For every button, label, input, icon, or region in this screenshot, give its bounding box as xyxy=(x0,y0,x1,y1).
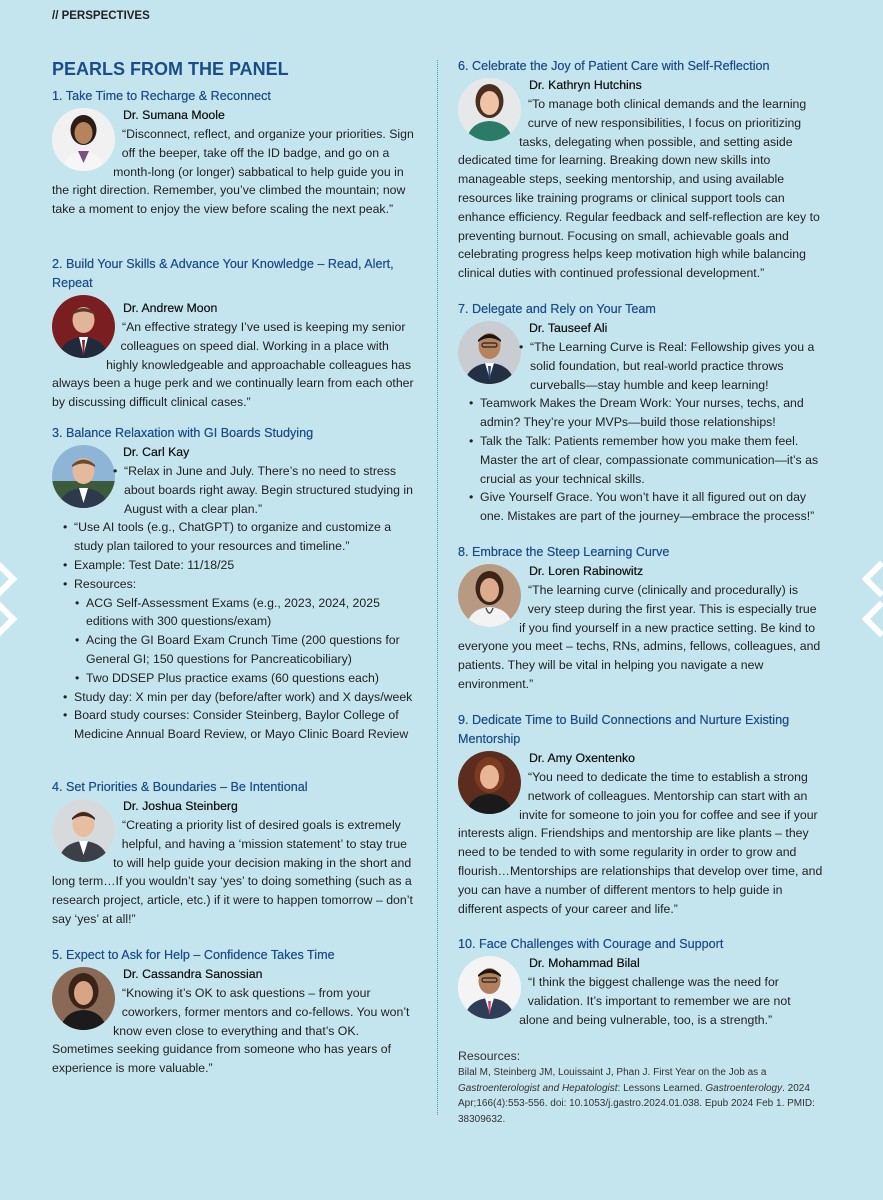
pearl-quote: “To manage both clinical demands and the learning curve of new responsibilities, I focus on prioritizing tasks, delegating when possible, and setting aside dedicated time for learning. Breaking down new skills into manageable steps, seeking mentorship, and using available resources like training programs or clinical support tools can enhance efficiency. Regular feedback and self-reflection are key to preventing burnout. Focusing on small, achievable goals and celebrating progress helps keep motivation high while balancing clinical duties with continued professional development.” xyxy=(458,97,820,281)
doctor-name: Dr. Amy Oxentenko xyxy=(529,751,635,765)
pearl-5 xyxy=(52,946,418,1078)
pearl-title: 4. Set Priorities & Boundaries – Be Intentional xyxy=(52,780,308,794)
list-item: • “The Learning Curve is Real: Fellowship gives you a solid foundation, but real-world practice throws curveballs—stay humble and keep learning! xyxy=(518,338,823,394)
pearl-title: 8. Embrace the Steep Learning Curve xyxy=(458,545,670,559)
list-item: • Talk the Talk: Patients remember how you make them feel. Master the art of clear, compassionate communication—it’s as crucial as your technical skills. xyxy=(468,432,823,488)
doctor-photo-icon xyxy=(458,564,521,627)
pearl-1 xyxy=(52,87,418,219)
ref-text: Bilal M, Steinberg JM, Louissaint J, Phan J. First Year on the Job as a xyxy=(458,1067,767,1078)
doctor-name: Dr. Kathryn Hutchins xyxy=(529,78,642,92)
reference-citation xyxy=(458,1065,823,1127)
pearl-8 xyxy=(458,543,823,694)
pearl-10 xyxy=(458,935,823,1029)
list-item: • Two DDSEP Plus practice exams (60 questions each) xyxy=(74,669,418,688)
doctor-photo-icon xyxy=(52,445,115,508)
doctor-photo-icon xyxy=(458,321,521,384)
bullet-list xyxy=(62,688,418,744)
resource-list xyxy=(74,594,418,688)
list-item: • Study day: X min per day (before/after work) and X days/week xyxy=(62,688,418,707)
doctor-photo-icon xyxy=(458,78,521,141)
doctor-photo-icon xyxy=(52,967,115,1030)
doctor-name: Dr. Andrew Moon xyxy=(123,301,218,315)
pearl-quote: “The learning curve (clinically and procedurally) is very steep during the first year. This is especially true if you find yourself in a new practice setting. Be kind to everyone you meet – techs, RNs, admins, fellows, colleagues, and patients. They will be vital in helping you navigate a new environment.” xyxy=(458,583,821,691)
pearl-title: 3. Balance Relaxation with GI Boards Studying xyxy=(52,426,314,440)
doctor-name: Dr. Cassandra Sanossian xyxy=(123,967,263,981)
prev-page-arrow-icon-lower[interactable] xyxy=(0,601,17,638)
doctor-photo-icon xyxy=(458,956,521,1019)
pearl-6 xyxy=(458,57,823,283)
pearl-title: 5. Expect to Ask for Help – Confidence Takes Time xyxy=(52,948,335,962)
doctor-photo-icon xyxy=(52,108,115,171)
prev-page-arrow-icon[interactable] xyxy=(0,561,17,598)
pearl-title: 7. Delegate and Rely on Your Team xyxy=(458,302,656,316)
ref-italic-title: Gastroenterologist and Hepatologist xyxy=(458,1082,618,1094)
ref-text: . 2024 Apr;166(4):553-556. doi: 10.1053/j.gastro.2024.01.038. Epub 2024 Feb 1. PMID: 38309632. xyxy=(458,1082,815,1125)
bullet-list xyxy=(518,338,823,394)
bullet-list xyxy=(468,394,823,526)
ref-text: : Lessons Learned. xyxy=(617,1082,706,1094)
ref-italic-journal: Gastroenterology xyxy=(705,1082,783,1094)
doctor-name: Dr. Mohammad Bilal xyxy=(529,956,640,970)
pearl-quote: “Knowing it’s OK to ask questions – from your coworkers, former mentors and co-fellows. You won’t know even close to everything and that’s OK. Sometimes seeking guidance from someone who has years of experience is more valuable.” xyxy=(52,986,410,1076)
list-item: • “Use AI tools (e.g., ChatGPT) to organize and customize a study plan tailored to your resources and timeline.” xyxy=(62,518,418,556)
pearl-quote: “Disconnect, reflect, and organize your priorities. Sign off the beeper, take off the ID badge, and go on a month-long (or longer) sabbatical to help guide you in the right direction. Remember, you’ve climbed the mountain; now take a moment to enjoy the view before scaling the next peak.” xyxy=(52,127,414,217)
list-item: • “Relax in June and July. There’s no need to stress about boards right away. Begin structured studying in August with a clear plan.” xyxy=(112,462,418,518)
pearl-title: 2. Build Your Skills & Advance Your Knowledge – Read, Alert, Repeat xyxy=(52,257,394,290)
pearl-title: 9. Dedicate Time to Build Connections and Nurture Existing Mentorship xyxy=(458,713,790,746)
list-item: • Acing the GI Board Exam Crunch Time (200 questions for General GI; 150 questions for Pancreaticobiliary) xyxy=(74,631,418,669)
doctor-name: Dr. Sumana Moole xyxy=(123,108,225,122)
pearl-title: 6. Celebrate the Joy of Patient Care with Self-Reflection xyxy=(458,59,770,73)
column-divider xyxy=(437,60,438,1115)
pearl-quote: “You need to dedicate the time to establish a strong network of colleagues. Mentorship can start with an invite for someone to join you for coffee and see if your interests align. Friendships and mentorship are like plants – they need to be tended to with some regularity in order to grow and flourish…Mentorships are relationships that develop over time, and you can have a number of different mentors to help guide in different aspects of your career and life.” xyxy=(458,770,823,916)
resources-section xyxy=(458,1047,823,1127)
doctor-name: Dr. Carl Kay xyxy=(123,445,190,459)
doctor-name: Dr. Loren Rabinowitz xyxy=(529,564,644,578)
resources-heading: Resources: xyxy=(458,1049,521,1063)
doctor-photo-icon xyxy=(52,799,115,862)
doctor-name: Dr. Tauseef Ali xyxy=(529,321,608,335)
doctor-photo-icon xyxy=(458,751,521,814)
pearl-quote: “Creating a priority list of desired goals is extremely helpful, and having a ‘mission statement’ to stay true to will help guide your decision making in the short and long term…If you wouldn’t say ‘yes’ to doing something (such as a research project, article, etc.) if it were to happen tomorrow – don’t say ‘yes’ at all!” xyxy=(52,818,413,926)
doctor-photo-icon xyxy=(52,295,115,358)
list-item: • Teamwork Makes the Dream Work: Your nurses, techs, and admin? They’re your MVPs—build those relationships! xyxy=(468,394,823,432)
next-page-arrow-icon[interactable] xyxy=(862,561,883,598)
list-item: • Resources: xyxy=(62,575,418,594)
section-header: // PERSPECTIVES xyxy=(52,10,150,22)
bullet-list xyxy=(112,462,418,518)
pearl-9 xyxy=(458,711,823,918)
pearl-7 xyxy=(458,300,823,526)
pearl-2 xyxy=(52,255,418,412)
pearl-quote: “An effective strategy I’ve used is keeping my senior colleagues on speed dial. Working in a place with highly knowledgeable and approachable colleagues has always been a huge perk and we continually learn from each other by discussing difficult clinical cases.” xyxy=(52,320,414,410)
list-item: • Board study courses: Consider Steinberg, Baylor College of Medicine Annual Board Review, or Mayo Clinic Board Review xyxy=(62,706,418,744)
list-item: • Give Yourself Grace. You won’t have it all figured out on day one. Mistakes are part of the journey—embrace the process!” xyxy=(468,488,823,526)
pearl-title: 10. Face Challenges with Courage and Support xyxy=(458,937,724,951)
pearl-3 xyxy=(52,424,418,744)
next-page-arrow-icon-lower[interactable] xyxy=(862,601,883,638)
pearl-quote: “I think the biggest challenge was the need for validation. It’s important to remember we are not alone and being vulnerable, too, is a strength.” xyxy=(519,975,791,1027)
doctor-name: Dr. Joshua Steinberg xyxy=(123,799,238,813)
pearl-title: 1. Take Time to Recharge & Reconnect xyxy=(52,89,271,103)
page-title: PEARLS FROM THE PANEL xyxy=(52,59,289,79)
list-item: • ACG Self-Assessment Exams (e.g., 2023, 2024, 2025 editions with 300 questions/exam) xyxy=(74,594,418,632)
pearl-4 xyxy=(52,778,418,929)
list-item: • Example: Test Date: 11/18/25 xyxy=(62,556,418,575)
bullet-list xyxy=(62,518,418,593)
